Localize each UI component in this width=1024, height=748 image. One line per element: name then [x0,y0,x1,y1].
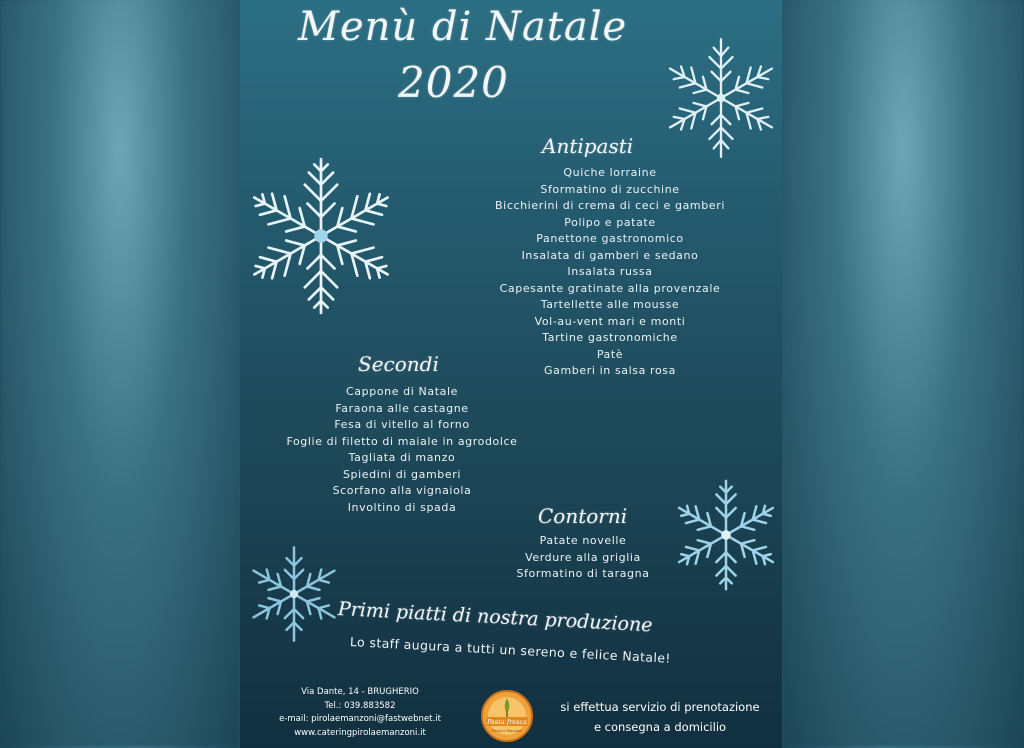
list-item: Tartine gastronomiche [542,331,678,344]
list-item: Patate novelle [539,534,627,547]
list-item: Insalata russa [567,265,653,278]
list-item: Tartellette alle mousse [540,298,680,311]
list-item: Patè [596,347,624,361]
secondi-list [270,384,534,516]
snowflake-icon [658,28,782,168]
list-item: Insalata di gamberi e sedano [521,248,699,262]
antipasti-heading: Antipasti [542,134,634,158]
logo-subtext: Pirola e Manzoni [491,728,523,733]
list-item: Foglie di filetto di maiale in agrodolce [286,434,518,448]
list-item: Capesante gratinate alla provenzale [499,281,721,295]
menu-poster [240,0,782,748]
tagline: Primi piatti di nostra produzione [337,598,654,637]
service-info [545,697,775,737]
antipasti-list [470,165,750,380]
list-item: Cappone di Natale [346,385,458,398]
list-item: Tagliata di manzo [348,451,456,464]
snowflake-icon [244,544,344,644]
list-item: Panettone gastronomico [536,232,684,245]
blurred-background-left [0,0,240,748]
list-item: Vol-au-vent mari e monti [534,314,686,328]
list-item: Gamberi in salsa rosa [544,364,676,377]
list-item: Scorfano alla vignaiola [332,484,472,497]
list-item: Verdure alla griglia [525,550,641,564]
list-item: Sformatino di zucchine [540,182,680,196]
list-item: Fesa di vitello al forno [334,418,470,431]
contorni-heading: Contorni [538,504,628,528]
blurred-background-right [782,0,1024,748]
list-item: Involtino di spada [347,500,457,514]
address: Via Dante, 14 - BRUGHERIO [301,687,419,697]
phone: Tel.: 039.883582 [324,700,396,711]
secondi-heading: Secondi [358,352,439,376]
list-item: Bicchierini di crema di ceci e gamberi [495,199,725,212]
snowflake-icon [240,146,402,326]
list-item: Spiedini di gamberi [342,467,462,481]
list-item: Polipo e patate [564,215,656,229]
list-item: Faraona alle castagne [335,401,469,415]
list-item: Sformatino di taragna [516,567,650,580]
contact-info [270,686,450,740]
menu-title: Menù di Natale [298,4,628,50]
contorni-list [496,533,670,583]
website: www.cateringpirolaemanzoni.it [294,727,426,738]
email: e-mail: pirolaemanzoni@fastwebnet.it [279,714,441,724]
snowflake-icon [668,468,782,602]
list-item: Quiche lorraine [563,166,657,179]
logo-icon [480,689,534,743]
menu-year: 2020 [398,58,509,107]
service-line-1: si effettua servizio di prenotazione [560,700,760,714]
logo-text: Pasta fresca [486,718,528,726]
service-line-2: e consegna a domicilio [593,720,727,734]
christmas-wish: Lo staff augura a tutti un sereno e felice Natale! [349,634,672,666]
